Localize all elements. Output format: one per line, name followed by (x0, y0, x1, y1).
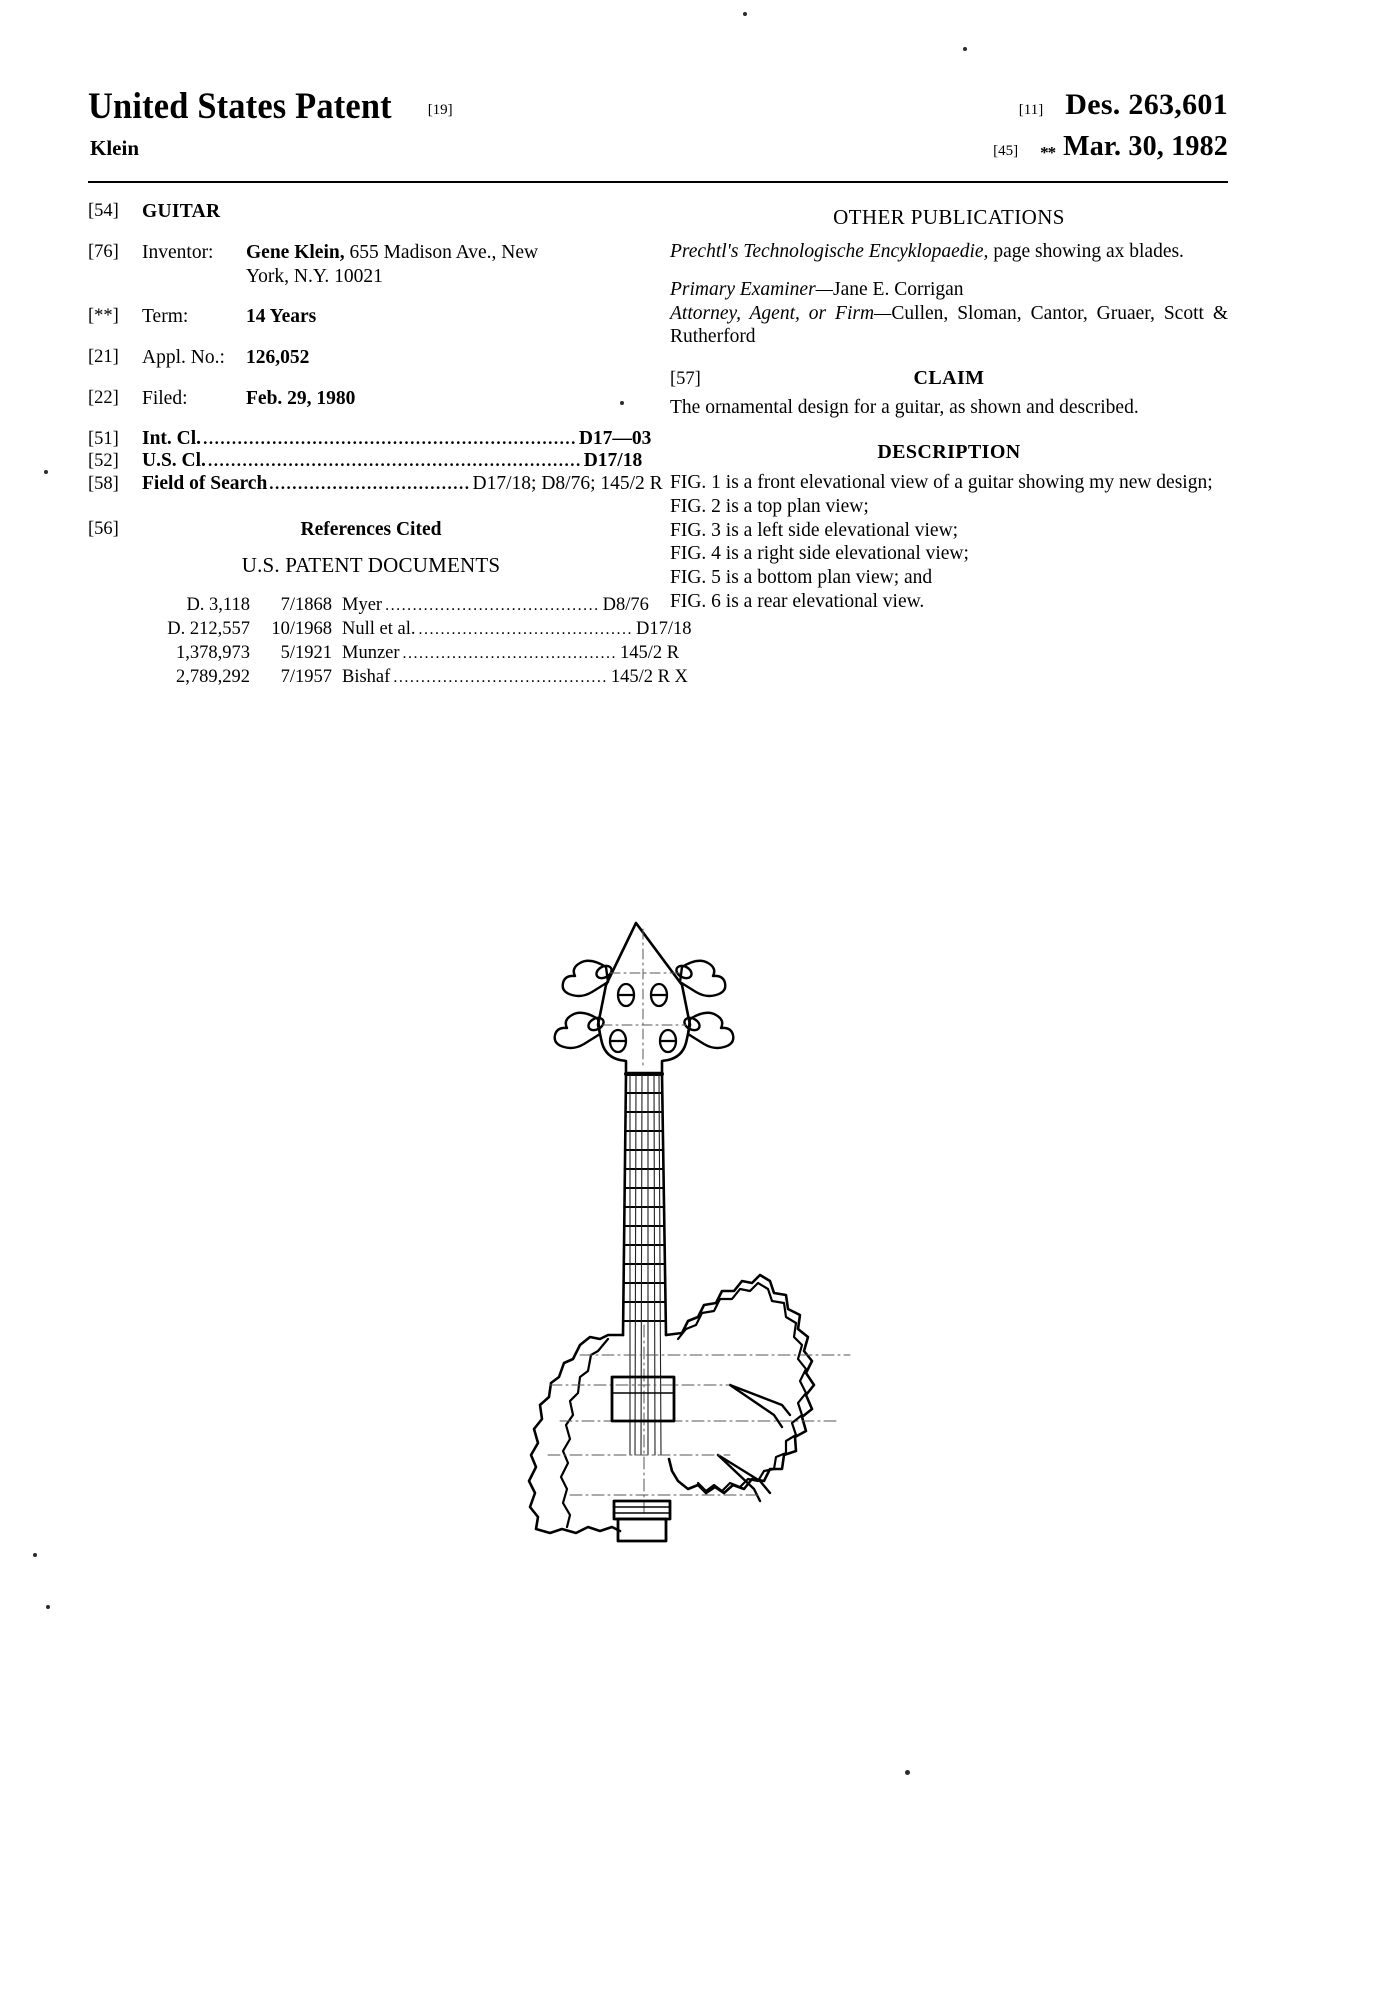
list-item: FIG. 4 is a right side elevational view; (670, 543, 969, 565)
guitar-front-elevation-icon (430, 915, 850, 1535)
claim-heading: CLAIM (913, 366, 985, 389)
other-publications-entry (670, 240, 1228, 263)
inid-code-45: [45] (993, 143, 1019, 159)
list-item: FIG. 1 is a front elevational view of a guitar showing my new design; (670, 471, 1213, 493)
scan-speck (963, 47, 967, 51)
inid-code-54: [54] (88, 201, 119, 221)
reference-name: Null et al. (342, 618, 416, 639)
issue-date: Mar. 30, 1982 (1063, 131, 1228, 162)
references-table (128, 593, 692, 689)
leader-dots: ....................................... (385, 596, 600, 614)
leader-dots: ....................................... (418, 620, 633, 638)
inid-code-19: [19] (427, 102, 453, 118)
inventor-row (88, 241, 628, 289)
classification-block (88, 427, 663, 496)
field-of-search-label: Field of Search (142, 472, 268, 494)
references-cited-heading-wrap (142, 518, 628, 579)
references-cited-heading: References Cited (300, 518, 442, 540)
us-cl-label: U.S. Cl. (142, 450, 206, 472)
publication-title: Prechtl's Technologische Encyklopaedie, (670, 241, 989, 262)
leader-dots: ....................................... (402, 645, 618, 662)
inventor-name: Gene Klein, (246, 241, 345, 263)
inventor-value (246, 241, 628, 289)
header-divider-rule (88, 181, 1228, 183)
term-value: 14 Years (246, 306, 317, 328)
term-row (88, 305, 628, 329)
list-item: FIG. 3 is a left side elevational view; (670, 519, 959, 541)
primary-examiner-name: Jane E. Corrigan (833, 279, 964, 301)
patent-number: Des. 263,601 (1065, 88, 1228, 121)
inid-code-11: [11] (1018, 102, 1044, 118)
reference-date: 7/1957 (280, 667, 332, 688)
scan-speck (33, 1553, 37, 1557)
office-title-line (88, 88, 453, 125)
bridge-tailpiece (614, 1501, 670, 1541)
inid-code-21: [21] (88, 347, 119, 368)
inid-code-term: [**] (88, 306, 119, 327)
application-number-label: Appl. No.: (142, 347, 225, 369)
primary-examiner-label: Primary Examiner— (670, 279, 834, 301)
inid-code-52: [52] (88, 451, 119, 472)
inventor-address-line-2: York, N.Y. 10021 (246, 265, 383, 287)
us-patent-documents-subheading: U.S. PATENT DOCUMENTS (241, 553, 501, 578)
term-asterisks: ** (1040, 143, 1056, 162)
tuning-machines-left (555, 961, 614, 1048)
leader-dots: ................................... (269, 473, 471, 493)
header-right (668, 88, 1228, 163)
reference-date: 10/1968 (271, 618, 332, 639)
description-heading: DESCRIPTION (877, 440, 1021, 463)
scan-speck (46, 1605, 50, 1609)
inid-code-56: [56] (88, 518, 119, 539)
application-number-value: 126,052 (246, 347, 310, 369)
patent-number-row (668, 88, 1228, 122)
table-row (128, 641, 680, 665)
issue-date-row (668, 131, 1228, 163)
leader-dots: ................................................................. (203, 428, 577, 448)
int-cl-label: Int. Cl. (142, 427, 202, 449)
inventor-label: Inventor: (142, 241, 214, 263)
left-column (88, 200, 692, 689)
body-left-wing-inner-contour (561, 1339, 608, 1527)
page-title: United States Patent (88, 86, 392, 127)
inventor-address-line-1: 655 Madison Ave., New (349, 241, 539, 263)
field-of-search-value: D17/18; D8/76; 145/2 R (472, 472, 663, 494)
publication-detail: page showing ax blades. (988, 241, 1184, 262)
guitar-drawing (430, 915, 850, 1535)
leader-dots: ................................................................. (207, 451, 582, 471)
attorney-label: Attorney, Agent, or Firm— (670, 302, 892, 324)
reference-number: D. 3,118 (186, 594, 250, 615)
inid-code-58: [58] (88, 473, 119, 494)
other-publications-heading: OTHER PUBLICATIONS (833, 205, 1065, 229)
reference-classification: D17/18 (635, 618, 692, 639)
scan-speck (44, 470, 48, 474)
table-row (128, 617, 692, 641)
leader-dots: ....................................... (393, 669, 608, 687)
claim-heading-row (670, 367, 1228, 390)
reference-name: Bishaf (342, 667, 391, 688)
references-cited-row (88, 518, 628, 579)
reference-number: 1,378,973 (176, 643, 250, 663)
filed-label: Filed: (142, 387, 188, 409)
header-left (88, 86, 453, 160)
filed-row (88, 387, 628, 411)
application-number-row (88, 346, 628, 370)
right-column (670, 200, 1228, 614)
headstock-outline (598, 923, 690, 1073)
reference-name: Myer (342, 594, 383, 615)
int-cl-value: D17—03 (578, 427, 652, 449)
reference-classification: 145/2 R X (610, 667, 688, 688)
inid-code-22: [22] (88, 387, 119, 408)
scan-speck (743, 12, 747, 16)
reference-number: 2,789,292 (176, 667, 250, 688)
examiner-block (670, 278, 1228, 348)
filed-value: Feb. 29, 1980 (246, 387, 356, 409)
list-item: FIG. 6 is a rear elevational view. (670, 590, 925, 612)
reference-classification: D8/76 (602, 594, 649, 615)
us-cl-row (88, 450, 643, 473)
inventor-surname: Klein (90, 136, 140, 160)
term-label: Term: (142, 306, 189, 328)
reference-classification: 145/2 R (620, 643, 680, 663)
reference-date: 7/1868 (280, 594, 332, 615)
tuning-machines-right (674, 961, 733, 1048)
table-row (128, 593, 649, 617)
inid-code-51: [51] (88, 428, 119, 449)
reference-date: 5/1921 (280, 643, 332, 663)
scan-speck (905, 1770, 910, 1775)
claim-text: The ornamental design for a guitar, as shown and described. (670, 396, 1139, 418)
reference-number: D. 212,557 (167, 618, 250, 639)
inid-code-76: [76] (88, 241, 119, 262)
reference-name: Munzer (342, 643, 400, 663)
invention-title-row (88, 200, 628, 224)
attorney-name: Cullen, Sloman, Cantor, Gruaer, Scott & Rutherford (670, 302, 1228, 348)
int-cl-row (88, 427, 652, 451)
body-left-wing-outline (529, 1335, 623, 1533)
pickup (612, 1377, 674, 1421)
figure-description-list (670, 471, 1228, 614)
table-row (128, 665, 688, 689)
center-construction-lines (602, 929, 686, 1065)
us-cl-value: D17/18 (583, 450, 643, 472)
field-of-search-row (88, 472, 663, 496)
strings (630, 1075, 661, 1455)
body-right-wing-outline (666, 1275, 814, 1493)
inid-code-57: [57] (670, 368, 701, 389)
invention-title: GUITAR (142, 201, 221, 222)
list-item: FIG. 5 is a bottom plan view; and (670, 567, 933, 589)
patent-header (88, 88, 1228, 180)
list-item: FIG. 2 is a top plan view; (670, 495, 869, 517)
body-right-wing-inner-contour (678, 1283, 806, 1491)
